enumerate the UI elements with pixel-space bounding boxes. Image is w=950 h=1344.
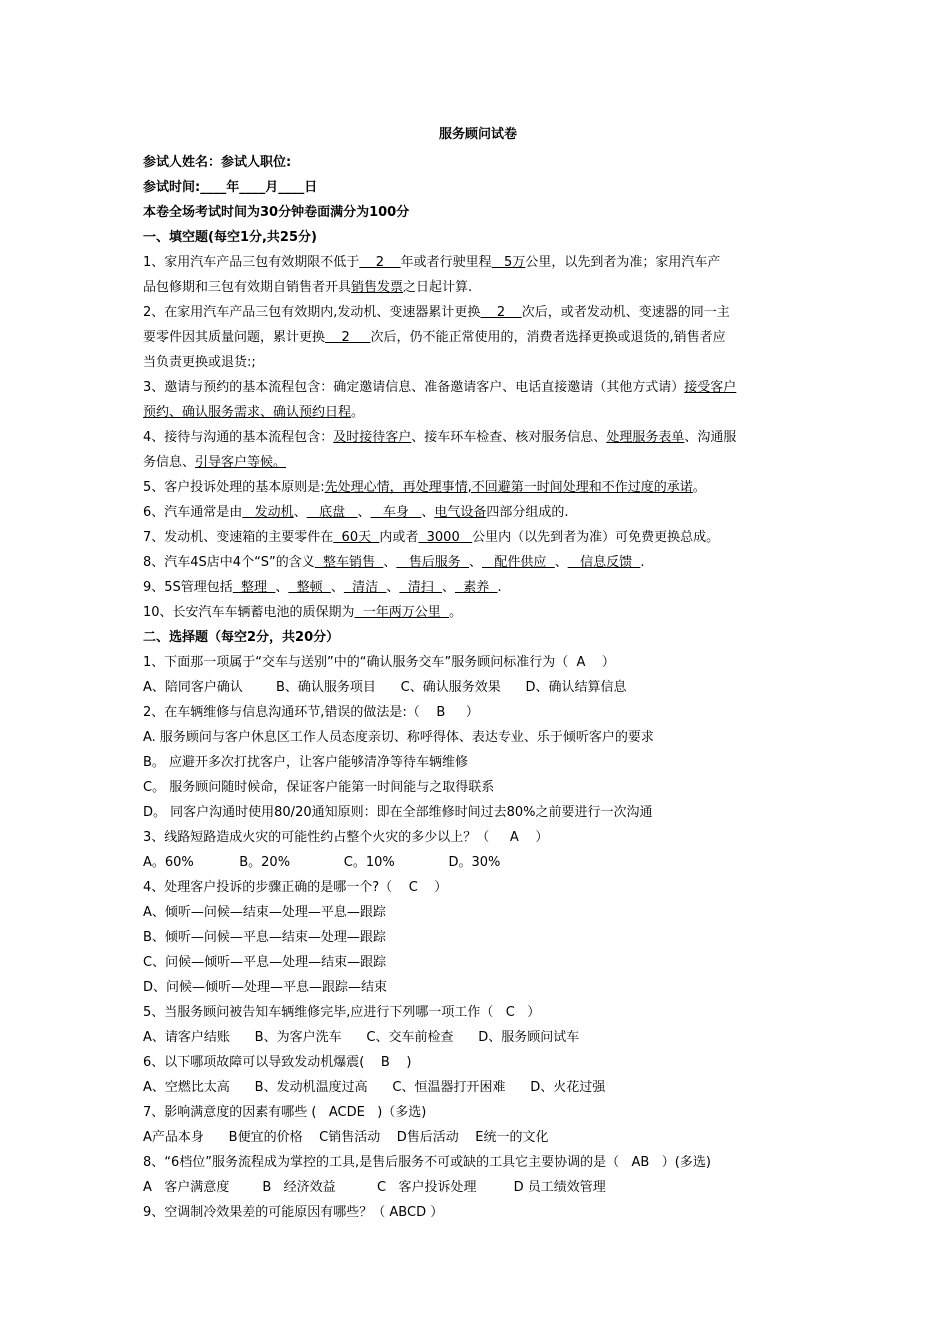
s2-line: C。 服务顾问随时候命，保证客户能第一时间能与之取得联系: [143, 780, 495, 795]
q6-sep-1: 、: [293, 505, 307, 520]
q8-sep-3: 、: [554, 555, 568, 570]
s2-line: B。 应避开多次打扰客户，让客户能够清净等待车辆维修: [143, 755, 469, 770]
q5-text-c: 。: [692, 480, 706, 495]
s2-line: 8、“6档位”服务流程成为掌控的工具,是售后服务不可或缺的工具它主要协调的是（ AB ）(多选): [143, 1155, 711, 1170]
q6-line: [143, 500, 813, 525]
q7-blank-2: 3000: [418, 530, 473, 545]
q9-blank-2: 整顿: [288, 580, 331, 595]
q7-text-c: 内或者: [379, 530, 419, 545]
q9-text-c: .: [497, 580, 502, 595]
q2-line1: [143, 300, 813, 325]
q8-blank-1: 整车销售: [314, 555, 384, 570]
q6-blank-4: 电气设备: [434, 505, 487, 520]
s2-line: A 客户满意度 B 经济效益 C 客户投诉处理 D 员工绩效管理: [143, 1180, 606, 1195]
q8-text-a: 8、汽车4S店中4个“S”的含义: [143, 555, 315, 570]
q2-text-d: 要零件因其质量问题，累计更换: [143, 330, 326, 345]
q4-text-d: 、沟通服: [684, 430, 737, 445]
q9-sep-4: 、: [441, 580, 455, 595]
s2-line: 4、处理客户投诉的步骤正确的是哪一个?（ C ）: [143, 880, 448, 895]
q1-text-e: 品包修期和三包有效期自销售者开具: [143, 280, 352, 295]
q4-blank-1: 及时接待客户: [333, 430, 412, 445]
q5-blank-1: 先处理心情，再处理事情,不回避第一时间处理和不作过度的承诺: [324, 480, 693, 495]
q6-blank-2: 底盘: [306, 505, 358, 520]
q6-blank-1: 发动机: [242, 505, 294, 520]
q2-line2: [143, 325, 813, 350]
q10-text-a: 10、长安汽车车辆蓄电池的质保期为: [143, 605, 355, 620]
q3-blank-1: 接受客户: [684, 380, 737, 395]
q3-line2: [143, 400, 813, 425]
q8-blank-2: 售后服务: [396, 555, 470, 570]
q1-text-f: 之日起计算.: [403, 280, 473, 295]
s2-line: 2、在车辆维修与信息沟通环节,错误的做法是:（ B ）: [143, 705, 479, 720]
q2-blank-2: 2: [325, 330, 371, 345]
section2-heading: 二、选择题（每空2分，共20分）: [143, 630, 340, 645]
exam-note: 本卷全场考试时间为30分钟卷面满分为100分: [143, 205, 410, 220]
s2-line: A、请客户结账 B、为客户洗车 C、交车前检查 D、服务顾问试车: [143, 1030, 580, 1045]
s2-line: A、倾听—问候—结束—处理—平息—跟踪: [143, 905, 386, 920]
s2-line: D。 同客户沟通时使用80/20通知原则：即在全部维修时间过去80%之前要进行一次沟通: [143, 805, 653, 820]
q2-blank-1: 2: [480, 305, 522, 320]
q4-text-c: 、接车环车检查、核对服务信息、: [411, 430, 607, 445]
q4-blank-2: 处理服务表单: [606, 430, 685, 445]
s2-line: 1、下面那一项属于“交车与送别”中的“确认服务交车”服务顾问标准行为（ A ）: [143, 655, 615, 670]
q1-blank-2: 5万: [491, 255, 526, 270]
q7-text-a: 7、发动机、变速箱的主要零件在: [143, 530, 334, 545]
q9-text-a: 9、5S管理包括: [143, 580, 233, 595]
s2-line: 7、影响满意度的因素有哪些 ( ACDE )（多选): [143, 1105, 427, 1120]
s2-line: A。60% B。20% C。10% D。30%: [143, 855, 501, 870]
s2-line: 5、当服务顾问被告知车辆维修完毕,应进行下列哪一项工作（ C ）: [143, 1005, 541, 1020]
s2-line: C、问候—倾听—平息—处理—结束—跟踪: [143, 955, 387, 970]
exam-page: [143, 120, 813, 1225]
q4-text-e: 务信息、: [143, 455, 196, 470]
q7-line: [143, 525, 813, 550]
section1-heading: 一、填空题(每空1分,共25分): [143, 230, 317, 245]
q9-blank-3: 清洁: [343, 580, 387, 595]
time-line: 参试时间:____年____月____日: [143, 180, 318, 195]
q6-text-a: 6、汽车通常是由: [143, 505, 243, 520]
q9-sep-1: 、: [275, 580, 289, 595]
q9-blank-5: 素养: [454, 580, 498, 595]
q1-line1: [143, 250, 813, 275]
q3-text-c: 。: [351, 405, 365, 420]
q2-line3: 当负责更换或退货:;: [143, 355, 256, 370]
q1-text-d: 公里，以先到者为准；家用汽车产: [525, 255, 721, 270]
q4-line1: [143, 425, 813, 450]
s2-line: A产品本身 B便宜的价格 C销售活动 D售后活动 E统一的文化: [143, 1130, 549, 1145]
q3-line1: [143, 375, 813, 400]
q8-text-c: .: [640, 555, 645, 570]
s2-line: A、空燃比太高 B、发动机温度过高 C、恒温器打开困难 D、火花过强: [143, 1080, 606, 1095]
q9-sep-3: 、: [386, 580, 400, 595]
q10-line: [143, 600, 813, 625]
s2-line: 9、空调制冷效果差的可能原因有哪些？（ ABCD ）: [143, 1205, 444, 1220]
q1-blank-1: 2: [359, 255, 401, 270]
s2-line: A. 服务顾问与客户休息区工作人员态度亲切、称呼得体、表达专业、乐于倾听客户的要求: [143, 730, 654, 745]
q9-blank-4: 清扫: [399, 580, 442, 595]
s2-line: 6、以下哪项故障可以导致发动机爆震( B ): [143, 1055, 412, 1070]
q9-blank-1: 整理: [232, 580, 276, 595]
name-line: 参试人姓名：参试人职位:: [143, 155, 292, 170]
q8-blank-4: 信息反馈: [567, 555, 641, 570]
q3-blank-2: 预约、确认服务需求、确认预约日程: [143, 405, 352, 420]
q8-sep-1: 、: [383, 555, 397, 570]
q8-line: [143, 550, 813, 575]
q2-text-c: 次后，或者发动机、变速器的同一主: [521, 305, 730, 320]
q10-text-c: 。: [449, 605, 463, 620]
q7-text-d: 公里内（以先到者为准）可免费更换总成。: [472, 530, 720, 545]
s2-line: D、问候—倾听—处理—平息—跟踪—结束: [143, 980, 388, 995]
q7-blank-1: 60天: [333, 530, 380, 545]
q2-text-e: 次后，仍不能正常使用的，消费者选择更换或退货的,销售者应: [370, 330, 726, 345]
q1-blank-3: 销售发票: [351, 280, 404, 295]
exam-title: 服务顾问试卷: [438, 127, 517, 142]
q2-text-a: 2、在家用汽车产品三包有效期内,发动机、变速器累计更换: [143, 305, 481, 320]
q10-blank-1: 一年两万公里: [354, 605, 450, 620]
q4-line2: [143, 450, 813, 475]
q6-sep-3: 、: [421, 505, 435, 520]
q4-blank-3: 引导客户等候。: [195, 455, 287, 470]
q8-sep-2: 、: [469, 555, 483, 570]
q9-sep-2: 、: [330, 580, 344, 595]
s2-line: B、倾听—问候—平息—结束—处理—跟踪: [143, 930, 386, 945]
q9-line: [143, 575, 813, 600]
q4-text-a: 4、接待与沟通的基本流程包含：: [143, 430, 334, 445]
q1-text-a: 1、家用汽车产品三包有效期限不低于: [143, 255, 360, 270]
q6-sep-2: 、: [357, 505, 371, 520]
q5-text-a: 5、客户投诉处理的基本原则是:: [143, 480, 325, 495]
q6-blank-3: 车身: [370, 505, 422, 520]
q5-line: [143, 475, 813, 500]
q1-line2: [143, 275, 813, 300]
q3-text-a: 3、邀请与预约的基本流程包含：确定邀请信息、准备邀请客户、电话直接邀请（其他方式请）: [143, 380, 685, 395]
q6-text-c: 四部分组成的.: [486, 505, 569, 520]
s2-line: 3、线路短路造成火灾的可能性约占整个火灾的多少以上？（ A ）: [143, 830, 549, 845]
q1-text-c: 年或者行驶里程: [400, 255, 492, 270]
s2-line: A、陪同客户确认 B、确认服务项目 C、确认服务效果 D、确认结算信息: [143, 680, 627, 695]
q8-blank-3: 配件供应: [482, 555, 555, 570]
